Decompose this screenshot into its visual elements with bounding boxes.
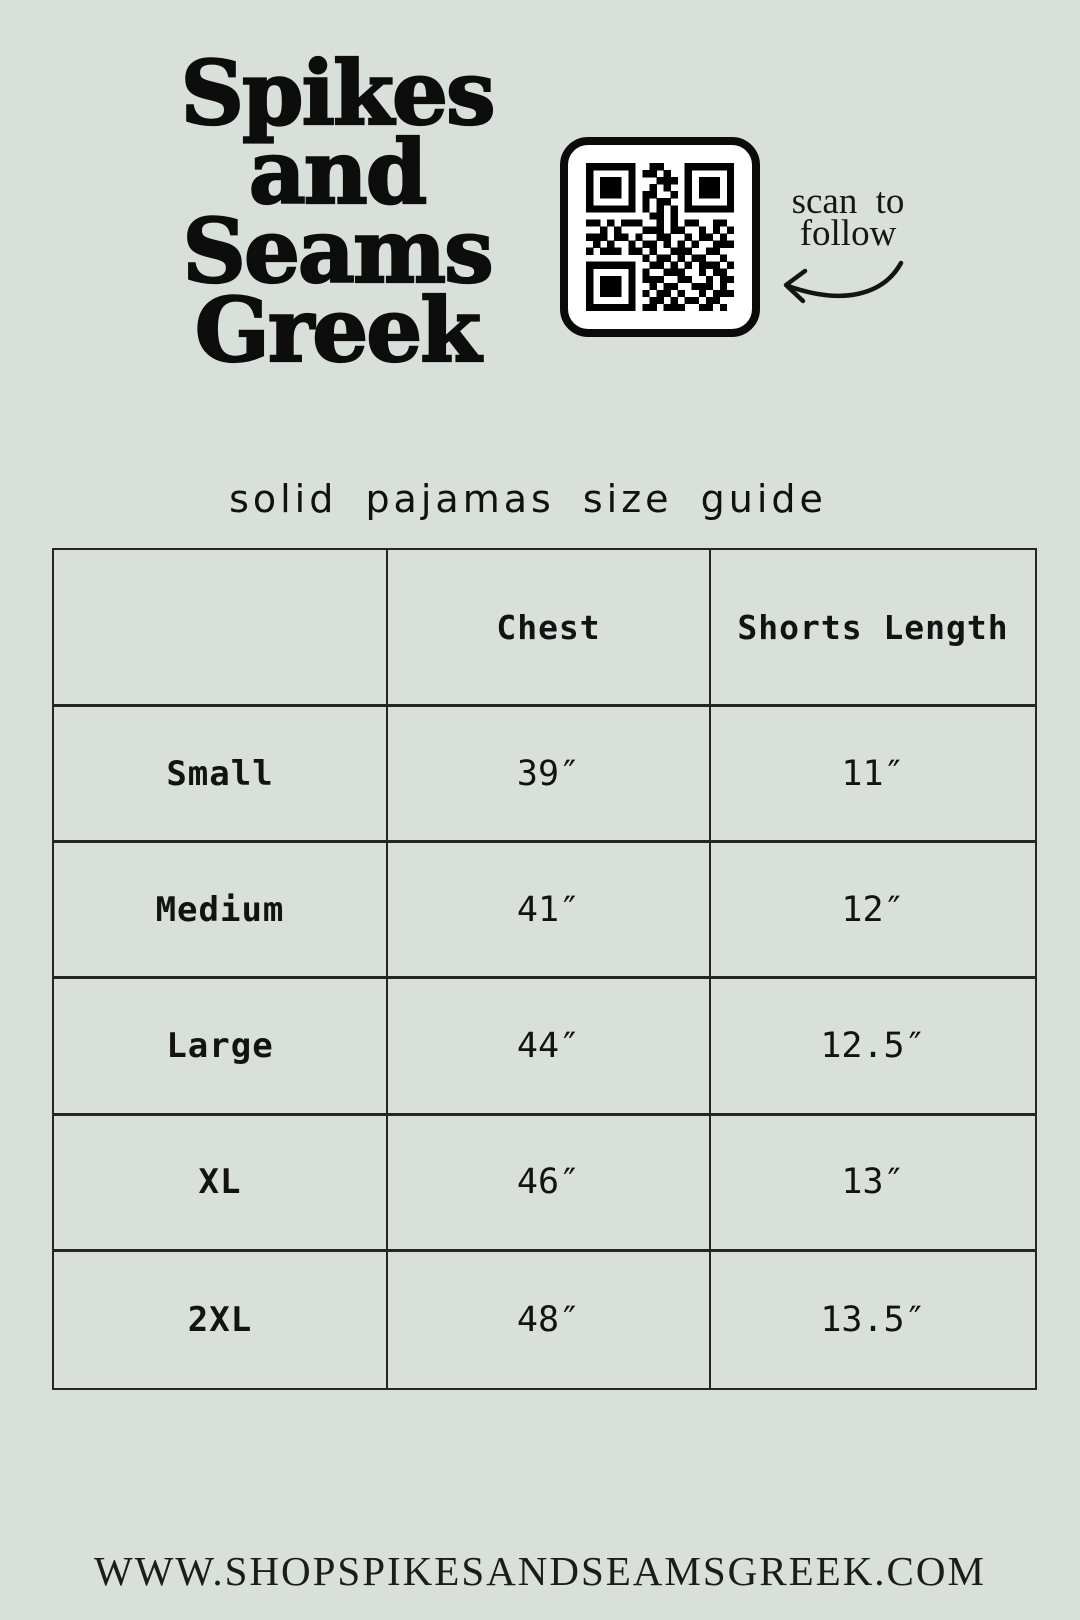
logo-line: Greek <box>194 278 480 382</box>
table-header-empty <box>54 550 388 707</box>
shorts-value-2xl: 13.5″ <box>820 1299 926 1340</box>
size-label-medium: Medium <box>54 843 388 979</box>
scan-caption-line: scan to <box>791 181 905 222</box>
scan-to-follow-caption <box>773 181 923 254</box>
table-header-chest: Chest <box>388 550 711 707</box>
logo-line: Spikes <box>180 41 494 145</box>
logo-line: and <box>248 120 426 224</box>
size-label-xl: XL <box>54 1116 388 1252</box>
size-label-large: Large <box>54 979 388 1115</box>
chest-value-2xl: 48″ <box>388 1252 711 1388</box>
size-label-small: Small <box>54 707 388 843</box>
logo-line: Seams <box>182 199 492 303</box>
chest-value-medium: 41″ <box>388 843 711 979</box>
shorts-value-small: 11″ <box>711 707 1035 843</box>
website-url: WWW.SHOPSPIKESANDSEAMSGREEK.COM <box>94 1548 986 1594</box>
chest-value-xl: 46″ <box>388 1116 711 1252</box>
table-header-shorts-length: Shorts Length <box>711 550 1035 707</box>
qr-code-icon <box>586 163 734 311</box>
shorts-value-medium: 12″ <box>711 843 1035 979</box>
chest-value-large: 44″ <box>388 979 711 1115</box>
qr-badge <box>560 137 760 337</box>
chest-value-small: 39″ <box>388 707 711 843</box>
shorts-value-xl: 13″ <box>711 1116 1035 1252</box>
shorts-value-large: 12.5″ <box>711 979 1035 1115</box>
scan-caption-line: follow <box>799 213 897 254</box>
brand-logo <box>172 41 502 382</box>
size-label-2xl: 2XL <box>54 1252 388 1388</box>
size-table <box>52 548 1037 1390</box>
curved-arrow-icon <box>770 256 910 311</box>
size-guide-title: solid pajamas size guide <box>229 477 827 521</box>
